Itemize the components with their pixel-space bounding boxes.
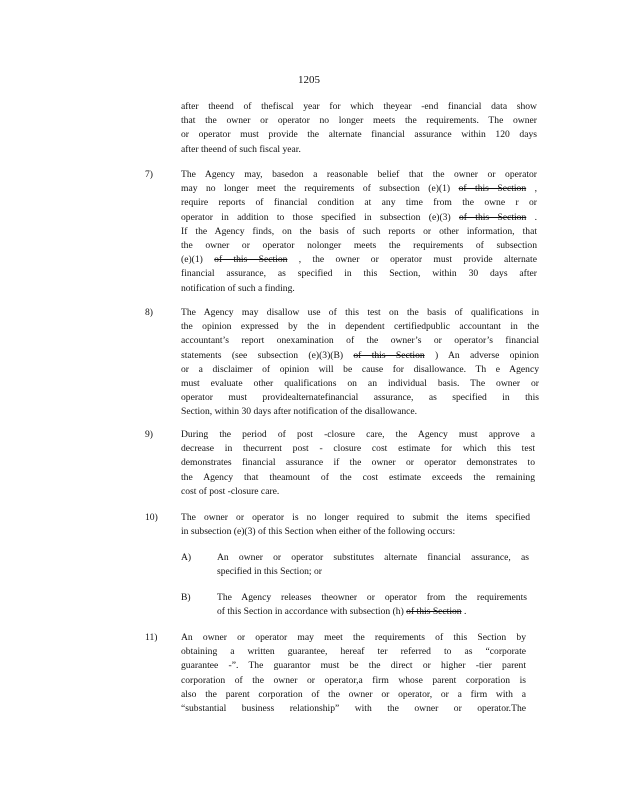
intro-paragraph — [181, 100, 537, 157]
subparagraph-b — [217, 591, 527, 619]
paragraph-9 — [181, 428, 535, 499]
text-line: or operator must provide the alternate financial assurance within 120 days — [181, 129, 537, 141]
text-line: The Agency releases theowner or operator from the requirements — [217, 592, 527, 603]
subparagraph-number-b: B) — [181, 592, 191, 603]
text-line: An owner or operator may meet the requirements of this Section by — [181, 632, 526, 643]
text-line: the owner or operator nolonger meets the requirements of subsection — [181, 240, 537, 252]
text-line: must evaluate other qualifications on an individual basis. The owner or — [181, 378, 539, 390]
text-line: corporation of the owner or operator,a firm whose parent corporation is — [181, 674, 526, 686]
text-line: the opinion expressed by the in dependent certifiedpublic accountant in the — [181, 321, 539, 333]
subparagraph-number-a: A) — [181, 552, 192, 563]
text-line: If the Agency finds, on the basis of such reports or other information, that — [181, 225, 537, 237]
text-line: cost of post -closure care. — [181, 485, 280, 497]
page-number: 1205 — [298, 74, 320, 86]
text-line: decrease in thecurrent post - closure cost estimate for which this test — [181, 443, 535, 455]
text-line: An owner or operator substitutes alternate financial assurance, as — [217, 552, 529, 563]
text-line: The Agency may, basedon a reasonable belief that the owner or operator — [181, 169, 537, 180]
text-line: “substantial business relationship” with the owner or operator.The — [181, 703, 526, 715]
text-line: may no longer meet the requirements of subsection (e)(1) of this Section , — [181, 183, 538, 195]
text-line: financial assurance, as specified in this Section, within 30 days after — [181, 268, 537, 280]
paragraph-10 — [181, 511, 530, 539]
paragraph-7 — [181, 168, 537, 296]
paragraph-number-11: 11) — [145, 632, 158, 643]
text-line: the Agency that theamount of the cost estimate exceeds the remaining — [181, 471, 535, 483]
paragraph-number-8: 8) — [145, 307, 153, 318]
text-line: operator must providealternatefinancial assurance, as specified in this — [181, 392, 539, 404]
text-line: guarantee -”. The guarantor must be the direct or higher -tier parent — [181, 660, 526, 672]
text-line: or a disclaimer of opinion will be cause for disallowance. Th e Agency — [181, 363, 539, 375]
paragraph-number-10: 10) — [145, 512, 158, 523]
text-line: in subsection (e)(3) of this Section when either of the following occurs: — [181, 526, 456, 538]
text-line: operator in addition to those specified in subsection (e)(3) of this Section . — [181, 211, 538, 223]
text-line: Section, within 30 days after notification of the disallowance. — [181, 406, 418, 418]
paragraph-11 — [181, 631, 526, 716]
text-line: (e)(1) of this Section , the owner or operator must provide alternate — [181, 254, 537, 266]
text-line: require reports of financial condition at any time from the owne r or — [181, 197, 537, 209]
text-line: after theend of such fiscal year. — [181, 143, 301, 155]
text-line: statements (see subsection (e)(3)(B) of this Section ) An adverse opinion — [181, 349, 539, 361]
subparagraph-a — [217, 551, 529, 579]
text-line: accountant’s report onexamination of the owner’s or operator’s financial — [181, 335, 539, 347]
paragraph-8 — [181, 306, 539, 420]
text-line: after theend of thefiscal year for which theyear -end financial data show — [181, 101, 537, 112]
text-line: notification of such a finding. — [181, 282, 295, 294]
paragraph-number-9: 9) — [145, 429, 153, 440]
text-line: also the parent corporation of the owner or operator, or a firm with a — [181, 688, 526, 700]
paragraph-number-7: 7) — [145, 169, 153, 180]
text-line: The owner or operator is no longer required to submit the items specified — [181, 512, 530, 523]
text-line: During the period of post -closure care, the Agency must approve a — [181, 429, 535, 440]
text-line: that the owner or operator no longer meets the requirements. The owner — [181, 115, 537, 127]
text-line: of this Section in accordance with subsection (h) of this Section . — [217, 606, 467, 618]
text-line: specified in this Section; or — [217, 566, 322, 578]
text-line: The Agency may disallow use of this test on the basis of qualifications in — [181, 307, 539, 318]
text-line: demonstrates financial assurance if the owner or operator demonstrates to — [181, 457, 535, 469]
text-line: obtaining a written guarantee, hereaf ter referred to as “corporate — [181, 646, 526, 658]
